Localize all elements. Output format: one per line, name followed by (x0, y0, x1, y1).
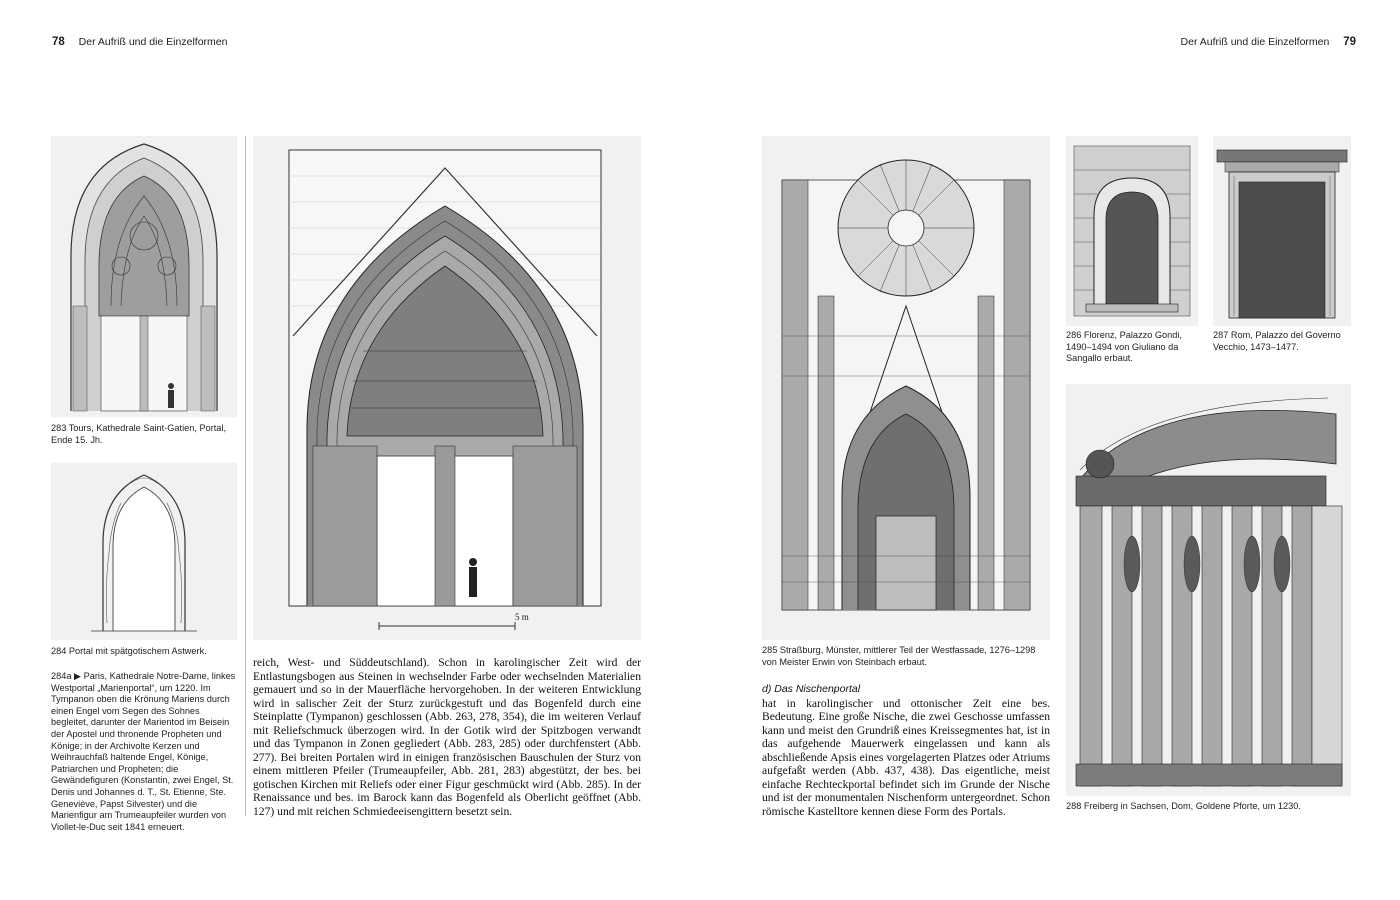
figure-283-tours-portal (51, 136, 237, 417)
figure-287-palazzo-governo-vecchio (1213, 136, 1351, 326)
left-running-head: Der Aufriß und die Einzelformen (78, 36, 228, 48)
palazzo-governo-vecchio-portal (1213, 136, 1351, 326)
body-paragraph-left: reich, West- und Süddeutschland). Schon in karolingischer Zeit wird der Entlastungsbogen aus Steinen in wechselnder Farbe oder wechselnden Materialien gemauert und so in der Mauerfläche hervorgehoben. In der weiteren Entwicklung wird in salischer Zeit der Sturz zurückgestuft und das Bogenfeld durch eine Steinplatte (Tympanon) geschlossen (Abb. 263, 278, 354), die im weiteren Verlauf mit Reliefschmuck überzogen wird. In der Gotik wird der Spitzbogen verwandt und das Tympanon in Zonen gegliedert (Abb. 283, 285) oder durchfenstert (Abb. 277). Bei breiten Portalen wird in einigen französischen Bauschulen der Sturz von einem mittleren Pfeiler (Trumeaupfeiler, Abb. 281, 283) abgestützt, der bes. bei gotischen Kirchen mit Reliefs oder einer Figur geschmückt wird (Abb. 285). In der Renaissance und bes. im Barock kann das Bogenfeld als Oberlicht geöffnet (Abb. 127) und mit reichen Schmiedeeisengittern besetzt sein. (253, 656, 641, 818)
left-page-header (52, 36, 227, 48)
body-text-left (253, 656, 641, 818)
goldene-pforte-engraving (1066, 384, 1351, 796)
caption-288: 288 Freiberg in Sachsen, Dom, Goldene Pforte, um 1230. (1066, 801, 1301, 811)
left-page-number: 78 (52, 36, 65, 48)
caption-284: 284 Portal mit spätgotischem Astwerk. (51, 646, 207, 656)
caption-284a: 284a ▶ Paris, Kathedrale Notre-Dame, linkes Westportal „Marienportal“, um 1220. Im Tympanon oben die Krönung Mariens durch einen Engel vom Segen des Sohnes begleitet, darunter der Marientod im Beisein der Apostel und thronende Propheten und Könige; in der Archivolte Kerzen und Weihrauchfaß haltende Engel, Könige, Patriarchen und Propheten; die Gewändefiguren (Konstantin, zwei Engel, St. Denis und Johannes d. T., St. Etienne, Ste. Geneviève, Papst Silvester) und die Marienfigur am Trumeaupfeiler wurden von Viollet-le-Duc seit 1841 erneuert. (51, 671, 236, 832)
palazzo-gondi-window (1066, 136, 1198, 326)
body-paragraph-right: hat in karolingischer und ottonischer Zeit eine bes. Bedeutung. Eine große Nische, die zwei Geschosse umfassen kann und meist den Grundriß eines Kreissegmentes hat, ist in das aufgehende Mauerwerk eingelassen und kann als abschließende Apsis eines vorgelagerten Platzes oder Atriums aufgefaßt werden (Abb. 437, 438). Das eigentliche, meist einfache Rechteckportal befindet sich im Grunde der Nische und ist der monumentalen Nischenform untergeordnet. Schon römische Kastelltore kennen diese Form des Portals. (762, 696, 1050, 818)
section-heading: d) Das Nischenportal (762, 683, 861, 695)
caption-285: 285 Straßburg, Münster, mittlerer Teil der Westfassade, 1276–1298 von Meister Erwin von Steinbach erbaut. (762, 645, 1036, 667)
tours-portal-engraving (51, 136, 237, 417)
figure-285-strasbourg-facade (762, 136, 1050, 640)
caption-287: 287 Rom, Palazzo del Governo Vecchio, 1473–1477. (1213, 330, 1341, 352)
figure-284-late-gothic-portal (51, 463, 237, 640)
figure-286-palazzo-gondi (1066, 136, 1198, 326)
scale-label: 5 m (515, 612, 529, 622)
right-page-number: 79 (1343, 36, 1356, 48)
astwerk-portal-drawing (51, 463, 237, 640)
figure-284a-notre-dame-portal (253, 136, 641, 640)
right-page-header (1181, 36, 1356, 48)
caption-283: 283 Tours, Kathedrale Saint-Gatien, Portal, Ende 15. Jh. (51, 423, 227, 445)
notre-dame-portal-engraving (253, 136, 641, 640)
caption-286: 286 Florenz, Palazzo Gondi, 1490–1494 von Giuliano da Sangallo erbaut. (1066, 330, 1182, 364)
column-divider (245, 136, 246, 816)
strasbourg-facade-engraving (762, 136, 1050, 640)
figure-288-freiberg-goldene-pforte (1066, 384, 1351, 796)
body-text-right (762, 683, 1050, 818)
right-running-head: Der Aufriß und die Einzelformen (1180, 36, 1330, 48)
